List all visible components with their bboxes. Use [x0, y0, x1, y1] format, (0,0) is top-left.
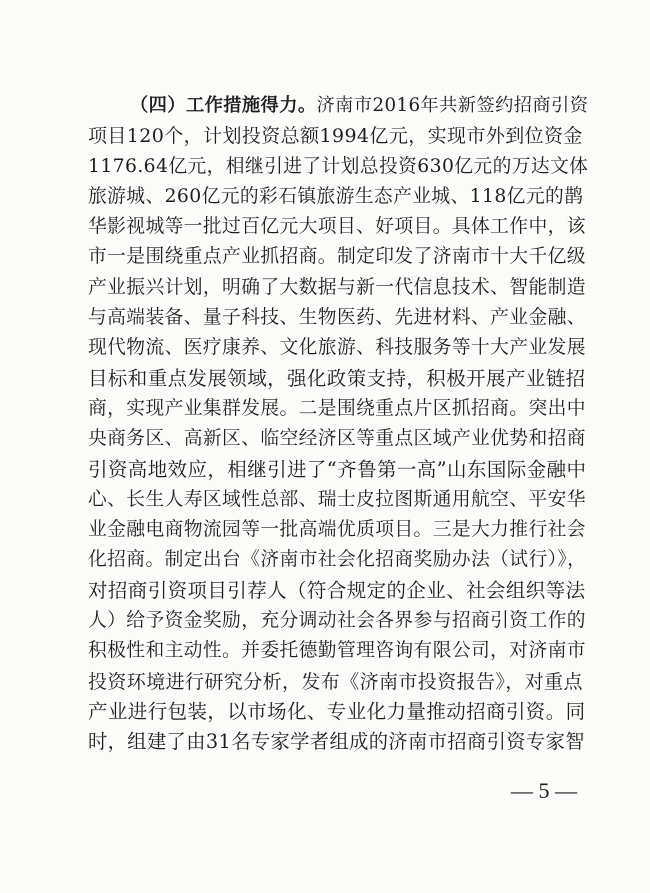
paragraph-line: 1176.64亿元，相继引进了计划总投资630亿元的万达文体 [88, 155, 589, 177]
paragraph-line: 目标和重点发展领域，强化政策支持，积极开展产业链招 [88, 366, 586, 390]
paragraph-line: 积极性和主动性。并委托德勤管理咨询有限公司，对济南市 [88, 640, 586, 662]
paragraph-line: 产业振兴计划，明确了大数据与新一代信息技术、智能制造 [88, 276, 586, 298]
paragraph-line: 人）给予资金奖励，充分调动社会各界参与招商引资工作的 [88, 610, 586, 632]
paragraph-line: 央商务区、高新区、临空经济区等重点区域产业优势和招商 [88, 428, 586, 450]
paragraph-line: 产业进行包装，以市场化、专业化力量推动招商引资。同 [88, 699, 586, 723]
paragraph-line [88, 91, 588, 121]
line-text: 济南市2016年共新签约招商引资 [316, 95, 589, 116]
paragraph-line: 项目120个，计划投资总额1994亿元，实现市外到位资金 [88, 125, 583, 148]
page-number-text: — 5 — [511, 778, 577, 803]
section-heading: （四）工作措施得力。 [130, 95, 317, 116]
body-text [88, 91, 588, 758]
paragraph-line: 化招商。制定出台《济南市社会化招商奖励办法（试行）》， [88, 549, 587, 571]
paragraph-line: 市一是围绕重点产业抓招商。制定印发了济南市十大千亿级 [88, 246, 586, 268]
paragraph-line: 投资环境进行研究分析，发布《济南市投资报告》，对重点 [88, 670, 583, 693]
paragraph-line: 引资高地效应，相继引进了“齐鲁第一高”山东国际金融中 [88, 457, 587, 481]
paragraph-line: 商，实现产业集群发展。二是围绕重点片区抓招商。突出中 [88, 397, 586, 419]
paragraph-line: 时，组建了由31名专家学者组成的济南市招商引资专家智 [88, 730, 585, 754]
paragraph-line: 与高端装备、量子科技、生物医药、先进材料、产业金融、 [88, 307, 586, 329]
paragraph-line: 业金融电商物流园等一批高端优质项目。三是大力推行社会 [88, 519, 586, 541]
paragraph-line: 对招商引资项目引荐人（符合规定的企业、社会组织等法 [88, 578, 586, 602]
paragraph-line: 心、长生人寿区域性总部、瑞士皮拉图斯通用航空、平安华 [88, 488, 586, 510]
paragraph-line: 旅游城、260亿元的彩石镇旅游生态产业城、118亿元的鹊 [88, 185, 584, 207]
paragraph-line: 华影视城等一批过百亿元大项目、好项目。具体工作中，该 [88, 216, 586, 238]
paragraph-line: 现代物流、医疗康养、文化旅游、科技服务等十大产业发展 [88, 337, 586, 359]
